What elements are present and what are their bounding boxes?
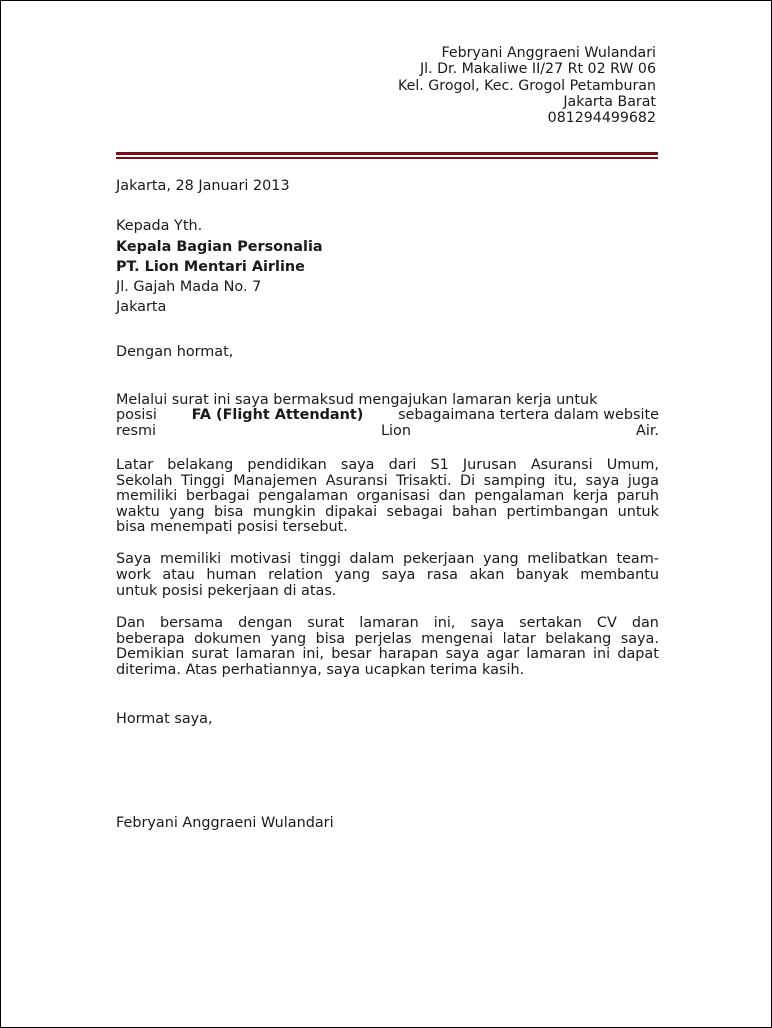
recipient-title: Kepala Bagian Personalia bbox=[116, 238, 323, 255]
paragraph-2-line: bisa menempati posisi tersebut. bbox=[116, 518, 348, 535]
applied-position: FA (Flight Attendant) bbox=[191, 407, 364, 424]
letter-body bbox=[116, 176, 659, 833]
paragraph-2-line: memiliki berbagai pengalaman organisasi dan pengalaman kerja paruh bbox=[116, 488, 659, 505]
paragraph-4-line: Dan bersama dengan surat lamaran ini, saya sertakan CV dan bbox=[116, 615, 659, 632]
paragraph-3-line: Saya memiliki motivasi tinggi dalam pekerjaan yang melibatkan team- bbox=[116, 551, 659, 568]
paragraph-3-line: work atau human relation yang saya rasa akan banyak membantu bbox=[116, 566, 659, 583]
recipient-city: Jakarta bbox=[116, 299, 167, 316]
recipient-salutation: Kepada Yth. bbox=[116, 218, 203, 235]
sender-address-line-1: Jl. Dr. Makaliwe II/27 Rt 02 RW 06 bbox=[419, 61, 656, 78]
paragraph-1-word-lion: Lion bbox=[381, 422, 411, 439]
paragraph-4-line: Demikian surat lamaran ini, besar harapan saya agar lamaran ini dapat bbox=[116, 646, 659, 663]
sender-city: Jakarta Barat bbox=[563, 93, 656, 110]
paragraph-4-line: diterima. Atas perhatiannya, saya ucapkan terima kasih. bbox=[116, 661, 525, 678]
paragraph-1-line bbox=[116, 424, 659, 439]
paragraph-1-word-resmi: resmi bbox=[116, 422, 156, 439]
greeting: Dengan hormat, bbox=[116, 343, 234, 360]
closing: Hormat saya, bbox=[116, 711, 213, 728]
header-divider-thick bbox=[116, 152, 658, 155]
recipient-block bbox=[116, 216, 659, 317]
sender-address-line-2: Kel. Grogol, Kec. Grogol Petamburan bbox=[398, 77, 656, 94]
paragraph-3 bbox=[116, 552, 659, 599]
sender-name: Febryani Anggraeni Wulandari bbox=[441, 45, 656, 61]
paragraph-1-line-1-text: Melalui surat ini saya bermaksud mengajukan lamaran kerja untuk bbox=[116, 392, 598, 409]
paragraph-1 bbox=[116, 393, 659, 439]
header-divider-thin bbox=[116, 157, 658, 159]
header-divider bbox=[116, 152, 658, 159]
paragraph-1-line bbox=[116, 408, 659, 423]
paragraph-1-line-2-after: sebagaimana tertera dalam website bbox=[398, 407, 659, 424]
sender-phone: 081294499682 bbox=[547, 110, 656, 127]
paragraph-1-line-2-before: posisi bbox=[116, 407, 157, 424]
paragraph-4 bbox=[116, 616, 659, 678]
recipient-address: Jl. Gajah Mada No. 7 bbox=[116, 279, 262, 296]
paragraph-2-line: waktu yang bisa mungkin dipakai sebagai bahan pertimbangan untuk bbox=[116, 503, 659, 520]
signature-name: Febryani Anggraeni Wulandari bbox=[116, 814, 334, 831]
recipient-company: PT. Lion Mentari Airline bbox=[116, 258, 305, 275]
paragraph-1-word-air: Air. bbox=[635, 422, 659, 439]
paragraph-2-line: Sekolah Tinggi Manajemen Asuransi Trisakti. Di samping itu, saya juga bbox=[116, 472, 659, 489]
letter-date: Jakarta, 28 Januari 2013 bbox=[116, 178, 290, 194]
paragraph-4-line: beberapa dokumen yang bisa perjelas mengenai latar belakang saya. bbox=[116, 630, 659, 647]
paragraph-3-line: untuk posisi pekerjaan di atas. bbox=[116, 582, 337, 599]
paragraph-1-line bbox=[116, 393, 659, 408]
paragraph-2 bbox=[116, 458, 659, 535]
paragraph-2-line: Latar belakang pendidikan saya dari S1 Jurusan Asuransi Umum, bbox=[116, 457, 659, 474]
sender-block bbox=[398, 45, 656, 126]
